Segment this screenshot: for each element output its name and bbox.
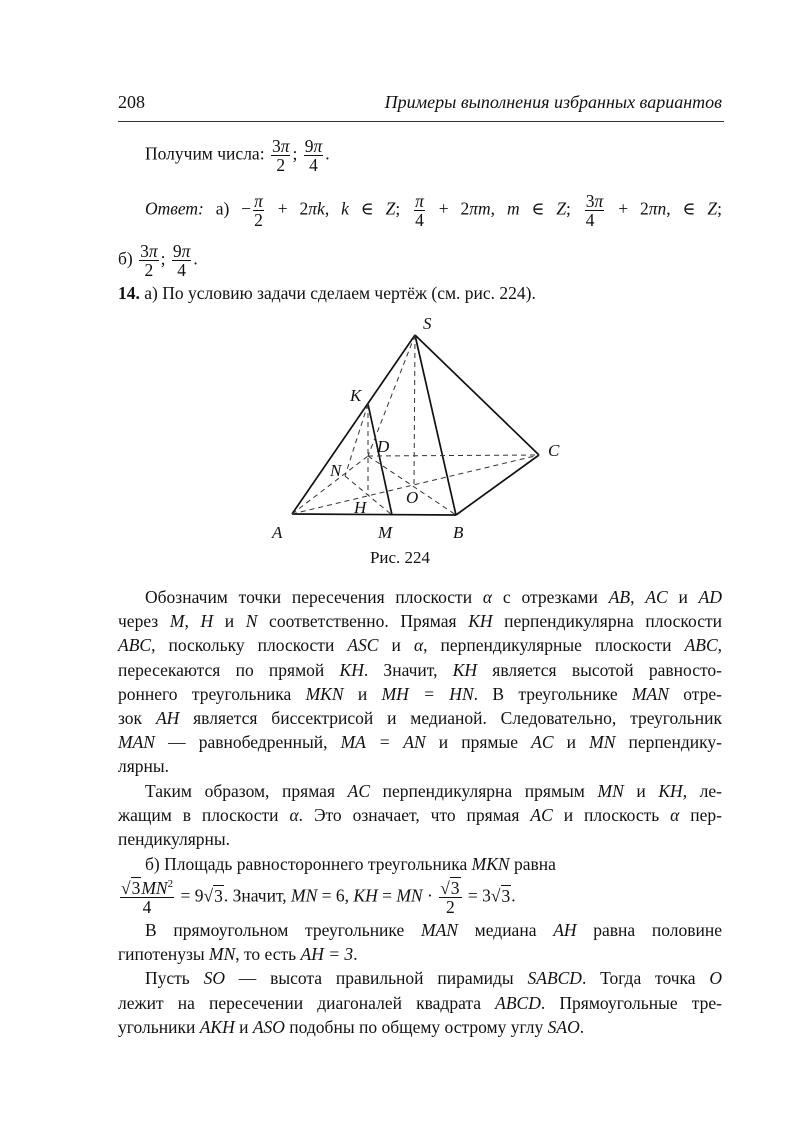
math-symbol: Z [556, 198, 567, 219]
denominator [139, 261, 159, 278]
radicand: 3 [450, 878, 460, 898]
header-rule [118, 121, 724, 122]
math-symbol: ABC [118, 635, 152, 655]
text-run: и [234, 1017, 253, 1037]
math-symbol: M [169, 611, 185, 631]
text-run: = 6, [317, 885, 354, 906]
math-symbol: Z [707, 198, 718, 219]
text-run: равна [509, 854, 556, 874]
math-symbol: MKN [305, 684, 344, 704]
text-run: . [511, 885, 516, 906]
text-run: отре- [668, 684, 722, 704]
text-run: и плоскость [552, 805, 671, 825]
denominator [253, 211, 264, 228]
text-run: 3 [585, 191, 595, 211]
math-symbol: AC [645, 587, 668, 607]
math-symbol: π [181, 241, 191, 261]
label-H: H [354, 498, 367, 517]
text-run: с отрезками [492, 587, 609, 607]
text-run: , [490, 198, 507, 219]
text-run: , [717, 635, 722, 655]
edge-SA [292, 335, 415, 514]
text-run: угольники [118, 1017, 200, 1037]
edge-SD [368, 335, 415, 456]
math-symbol: π [313, 136, 323, 156]
text-run: , перпендикулярные плоскости [423, 635, 685, 655]
math-symbol: MN [589, 732, 616, 752]
text-run: и прямые [425, 732, 532, 752]
text-line [118, 731, 722, 753]
fraction [120, 880, 174, 915]
math-symbol: πk [308, 198, 325, 219]
math-symbol: AH [553, 920, 577, 940]
text-run: перпендику- [615, 732, 722, 752]
math-symbol: MKN [471, 854, 510, 874]
math-symbol: AH = 3 [300, 944, 354, 964]
text-run: + 2 [265, 198, 309, 219]
math-symbol: α [289, 805, 299, 825]
math-symbol: ABC [684, 635, 718, 655]
denominator [120, 898, 174, 915]
radicand: 3 [131, 878, 141, 898]
label-K: K [350, 386, 362, 405]
numerator [271, 138, 291, 156]
fraction [172, 243, 192, 278]
math-symbol: MN [396, 885, 423, 906]
text-run: , ∈ [666, 198, 708, 219]
text-run: = 3 [463, 885, 491, 906]
numerator [120, 880, 174, 898]
math-symbol: πn [648, 198, 667, 219]
denominator [439, 898, 461, 915]
math-symbol: AC [347, 781, 370, 801]
text-run: В прямоугольном треугольнике [145, 920, 421, 940]
math-symbol: AD [698, 587, 722, 607]
math-symbol: N [245, 611, 258, 631]
text-line [118, 919, 722, 941]
numerator [253, 193, 264, 211]
math-symbol: πm [469, 198, 491, 219]
text-run: и [553, 732, 590, 752]
text-run: соответственно. Прямая [257, 611, 469, 631]
math-symbol: π [280, 136, 290, 156]
math-symbol: AKH [199, 1017, 235, 1037]
text-run: и [623, 781, 659, 801]
problem-number: 14. [118, 283, 140, 303]
numerator [439, 880, 461, 898]
text-run: 4 [415, 210, 424, 230]
text-run: ; [566, 198, 583, 219]
label-D: D [377, 437, 390, 456]
math-symbol: H [200, 611, 214, 631]
label-B: B [453, 523, 464, 542]
text-line [118, 282, 722, 304]
text-run: , ле- [682, 781, 723, 801]
text-run: б) Площадь равностороннего треугольника [145, 854, 472, 874]
label-A: A [272, 523, 283, 542]
math-symbol: α [413, 635, 424, 655]
text-run: медиана [457, 920, 554, 940]
text-run: . Тогда точка [581, 968, 710, 988]
math-symbol: ABCD [495, 993, 541, 1013]
text-run: 4 [585, 210, 595, 230]
text-run: Таким образом, прямая [145, 781, 348, 801]
math-symbol: KH [339, 660, 364, 680]
text-run: ; [717, 198, 722, 219]
math-symbol: MN [597, 781, 624, 801]
label-M: M [378, 523, 393, 542]
numerator [414, 193, 425, 211]
radicand: 3 [214, 885, 223, 906]
superscript: 2 [167, 878, 174, 891]
text-run: пер- [679, 805, 722, 825]
edge-DC [368, 455, 539, 456]
label-O: O [406, 488, 419, 507]
text-line [118, 659, 722, 681]
text-run: б) [118, 248, 138, 269]
label-N: N [330, 461, 342, 480]
math-symbol: KH [353, 885, 378, 906]
math-symbol: m [506, 198, 520, 219]
text-line [118, 610, 722, 632]
text-run: 4 [309, 155, 318, 175]
text-run: жащим в плоскости [118, 805, 290, 825]
text-run: ; [292, 143, 302, 164]
math-symbol: AH [155, 708, 180, 728]
text-run: 3 [140, 241, 149, 261]
text-run: равна половине [576, 920, 723, 940]
math-symbol: MH = HN [381, 684, 474, 704]
radical-sign-icon: √ [203, 885, 214, 906]
math-symbol: MAN [421, 920, 458, 940]
text-run: ∈ [348, 198, 386, 219]
square-root [440, 877, 460, 898]
fraction [439, 880, 461, 915]
math-symbol: α [670, 805, 680, 825]
text-line [118, 1016, 722, 1038]
fraction [271, 138, 291, 173]
text-run: является биссектрисой и медианой. Следовательно, треугольник [179, 708, 723, 728]
segment-KN [345, 404, 368, 476]
fraction [414, 193, 425, 228]
text-run: подобны по общему острому углу [284, 1017, 548, 1037]
math-symbol: KH [468, 611, 493, 631]
edge-SC [415, 335, 539, 455]
text-run: . [193, 248, 198, 269]
math-symbol: SABCD [527, 968, 582, 988]
text-run: ∈ [519, 198, 557, 219]
numerator [172, 243, 192, 261]
math-symbol: MN [141, 878, 168, 898]
label-C: C [548, 441, 560, 460]
text-line [118, 755, 722, 777]
math-symbol: AB [608, 587, 631, 607]
text-run: является высотой равносто- [477, 660, 722, 680]
height-SO [414, 335, 415, 485]
text-run: перпендикулярна прямым [370, 781, 598, 801]
denominator [172, 261, 192, 278]
text-line [118, 853, 722, 875]
radical-sign-icon: √ [490, 885, 501, 906]
numerator [304, 138, 324, 156]
math-symbol: π [254, 191, 263, 211]
fraction [304, 138, 324, 173]
radical-sign-icon: √ [121, 878, 131, 898]
text-run: 9 [304, 136, 314, 156]
text-run: 2 [254, 210, 263, 230]
math-symbol: KH [658, 781, 683, 801]
math-symbol: MN [291, 885, 318, 906]
square-root [121, 877, 141, 898]
label-S: S [423, 314, 432, 333]
text-run: роннего треугольника [118, 684, 306, 704]
text-run: и [343, 684, 382, 704]
running-title: Примеры выполнения избранных вариантов [384, 92, 722, 112]
running-header [118, 92, 722, 114]
text-run: Пусть [145, 968, 204, 988]
math-symbol: k [341, 198, 349, 219]
text-run: а) − [203, 198, 252, 219]
math-symbol: α [482, 587, 493, 607]
text-run: 2 [276, 155, 286, 175]
text-run: — высота правильной пирамиды [224, 968, 528, 988]
denominator [414, 211, 425, 228]
numerator [585, 193, 605, 211]
text-run: . [579, 1017, 585, 1037]
text-run: ; [395, 198, 413, 219]
math-symbol: Z [385, 198, 396, 219]
text-run: 3 [271, 136, 281, 156]
text-line [118, 193, 722, 228]
math-symbol: AC [530, 805, 553, 825]
text-run: перпендикулярна плоскости [492, 611, 722, 631]
math-symbol: AC [531, 732, 554, 752]
text-line [118, 967, 722, 989]
text-line [118, 943, 722, 965]
text-run: . [325, 143, 330, 164]
page-number: 208 [118, 92, 145, 112]
text-run: . Значит, [363, 660, 453, 680]
text-run: — равнобедренный, [154, 732, 341, 752]
math-symbol: ASO [252, 1017, 285, 1037]
math-symbol: Ответ: [145, 198, 204, 219]
text-line [118, 780, 722, 802]
text-run: зок [118, 708, 156, 728]
text-run: пересекаются по прямой [118, 660, 340, 680]
text-line [118, 586, 722, 608]
text-run: . Прямоугольные тре- [540, 993, 722, 1013]
numerator [139, 243, 159, 261]
text-line [118, 828, 722, 850]
text-line [118, 804, 722, 826]
text-run: 4 [142, 897, 152, 917]
text-run: = 9 [176, 885, 204, 906]
text-run: , [184, 611, 201, 631]
square-root [491, 885, 511, 906]
radicand: 3 [501, 885, 511, 906]
text-run: . Значит, [223, 885, 292, 906]
math-symbol: π [415, 191, 424, 211]
math-symbol: MN [209, 944, 236, 964]
denominator [271, 156, 291, 173]
text-run: 9 [172, 241, 182, 261]
math-symbol: KH [452, 660, 478, 680]
text-run: Обозначим точки пересечения плоскости [145, 587, 483, 607]
text-line [118, 707, 722, 729]
text-run: , [324, 198, 342, 219]
math-symbol: MAN [118, 732, 155, 752]
text-run: ; [160, 248, 170, 269]
text-run: · [422, 885, 438, 906]
denominator [304, 156, 324, 173]
text-run: , то есть [235, 944, 301, 964]
denominator [585, 211, 605, 228]
text-line [118, 880, 722, 915]
text-run: и [213, 611, 246, 631]
square-root [203, 885, 223, 906]
math-symbol: SAO [547, 1017, 580, 1037]
figure-caption: Рис. 224 [369, 548, 431, 567]
math-symbol: MAN [631, 684, 669, 704]
text-run: , поскольку плоскости [151, 635, 348, 655]
text-run: = [377, 885, 397, 906]
text-run: и [667, 587, 699, 607]
fraction [585, 193, 605, 228]
text-run: а) По условию задачи сделаем чертёж (см. рис. 224). [139, 283, 536, 303]
text-run: лежит на пересечении диагоналей квадрата [118, 993, 496, 1013]
text-run: , [630, 587, 646, 607]
math-symbol: ASC [347, 635, 379, 655]
radical-sign-icon: √ [440, 878, 450, 898]
math-symbol: π [148, 241, 158, 261]
text-run: + 2 [606, 198, 649, 219]
text-run: Получим числа: [145, 143, 269, 164]
edge-BC [456, 455, 539, 515]
edge-AB [292, 514, 456, 515]
fraction [253, 193, 264, 228]
math-symbol: MA = AN [340, 732, 426, 752]
text-run: . В треугольнике [473, 684, 632, 704]
text-run: и [378, 635, 414, 655]
fraction [139, 243, 159, 278]
text-line [118, 243, 722, 278]
text-line [118, 683, 722, 705]
text-line [118, 634, 722, 656]
text-run: пендикулярны. [118, 829, 231, 849]
text-line [118, 992, 722, 1014]
text-run: 4 [177, 260, 187, 280]
edge-SB [415, 335, 456, 515]
segment-KM [368, 404, 392, 515]
text-run: 2 [144, 260, 154, 280]
text-run: 2 [445, 897, 455, 917]
text-run: гипотенузы [118, 944, 210, 964]
text-line [118, 138, 722, 173]
text-run: лярны. [118, 756, 170, 776]
math-symbol: π [594, 191, 604, 211]
math-symbol: SO [203, 968, 225, 988]
text-run: через [118, 611, 170, 631]
pyramid-figure [260, 310, 580, 550]
text-run: + 2 [426, 198, 470, 219]
text-run: . [353, 944, 358, 964]
text-run: . Это означает, что прямая [298, 805, 531, 825]
math-symbol: O [709, 968, 722, 988]
